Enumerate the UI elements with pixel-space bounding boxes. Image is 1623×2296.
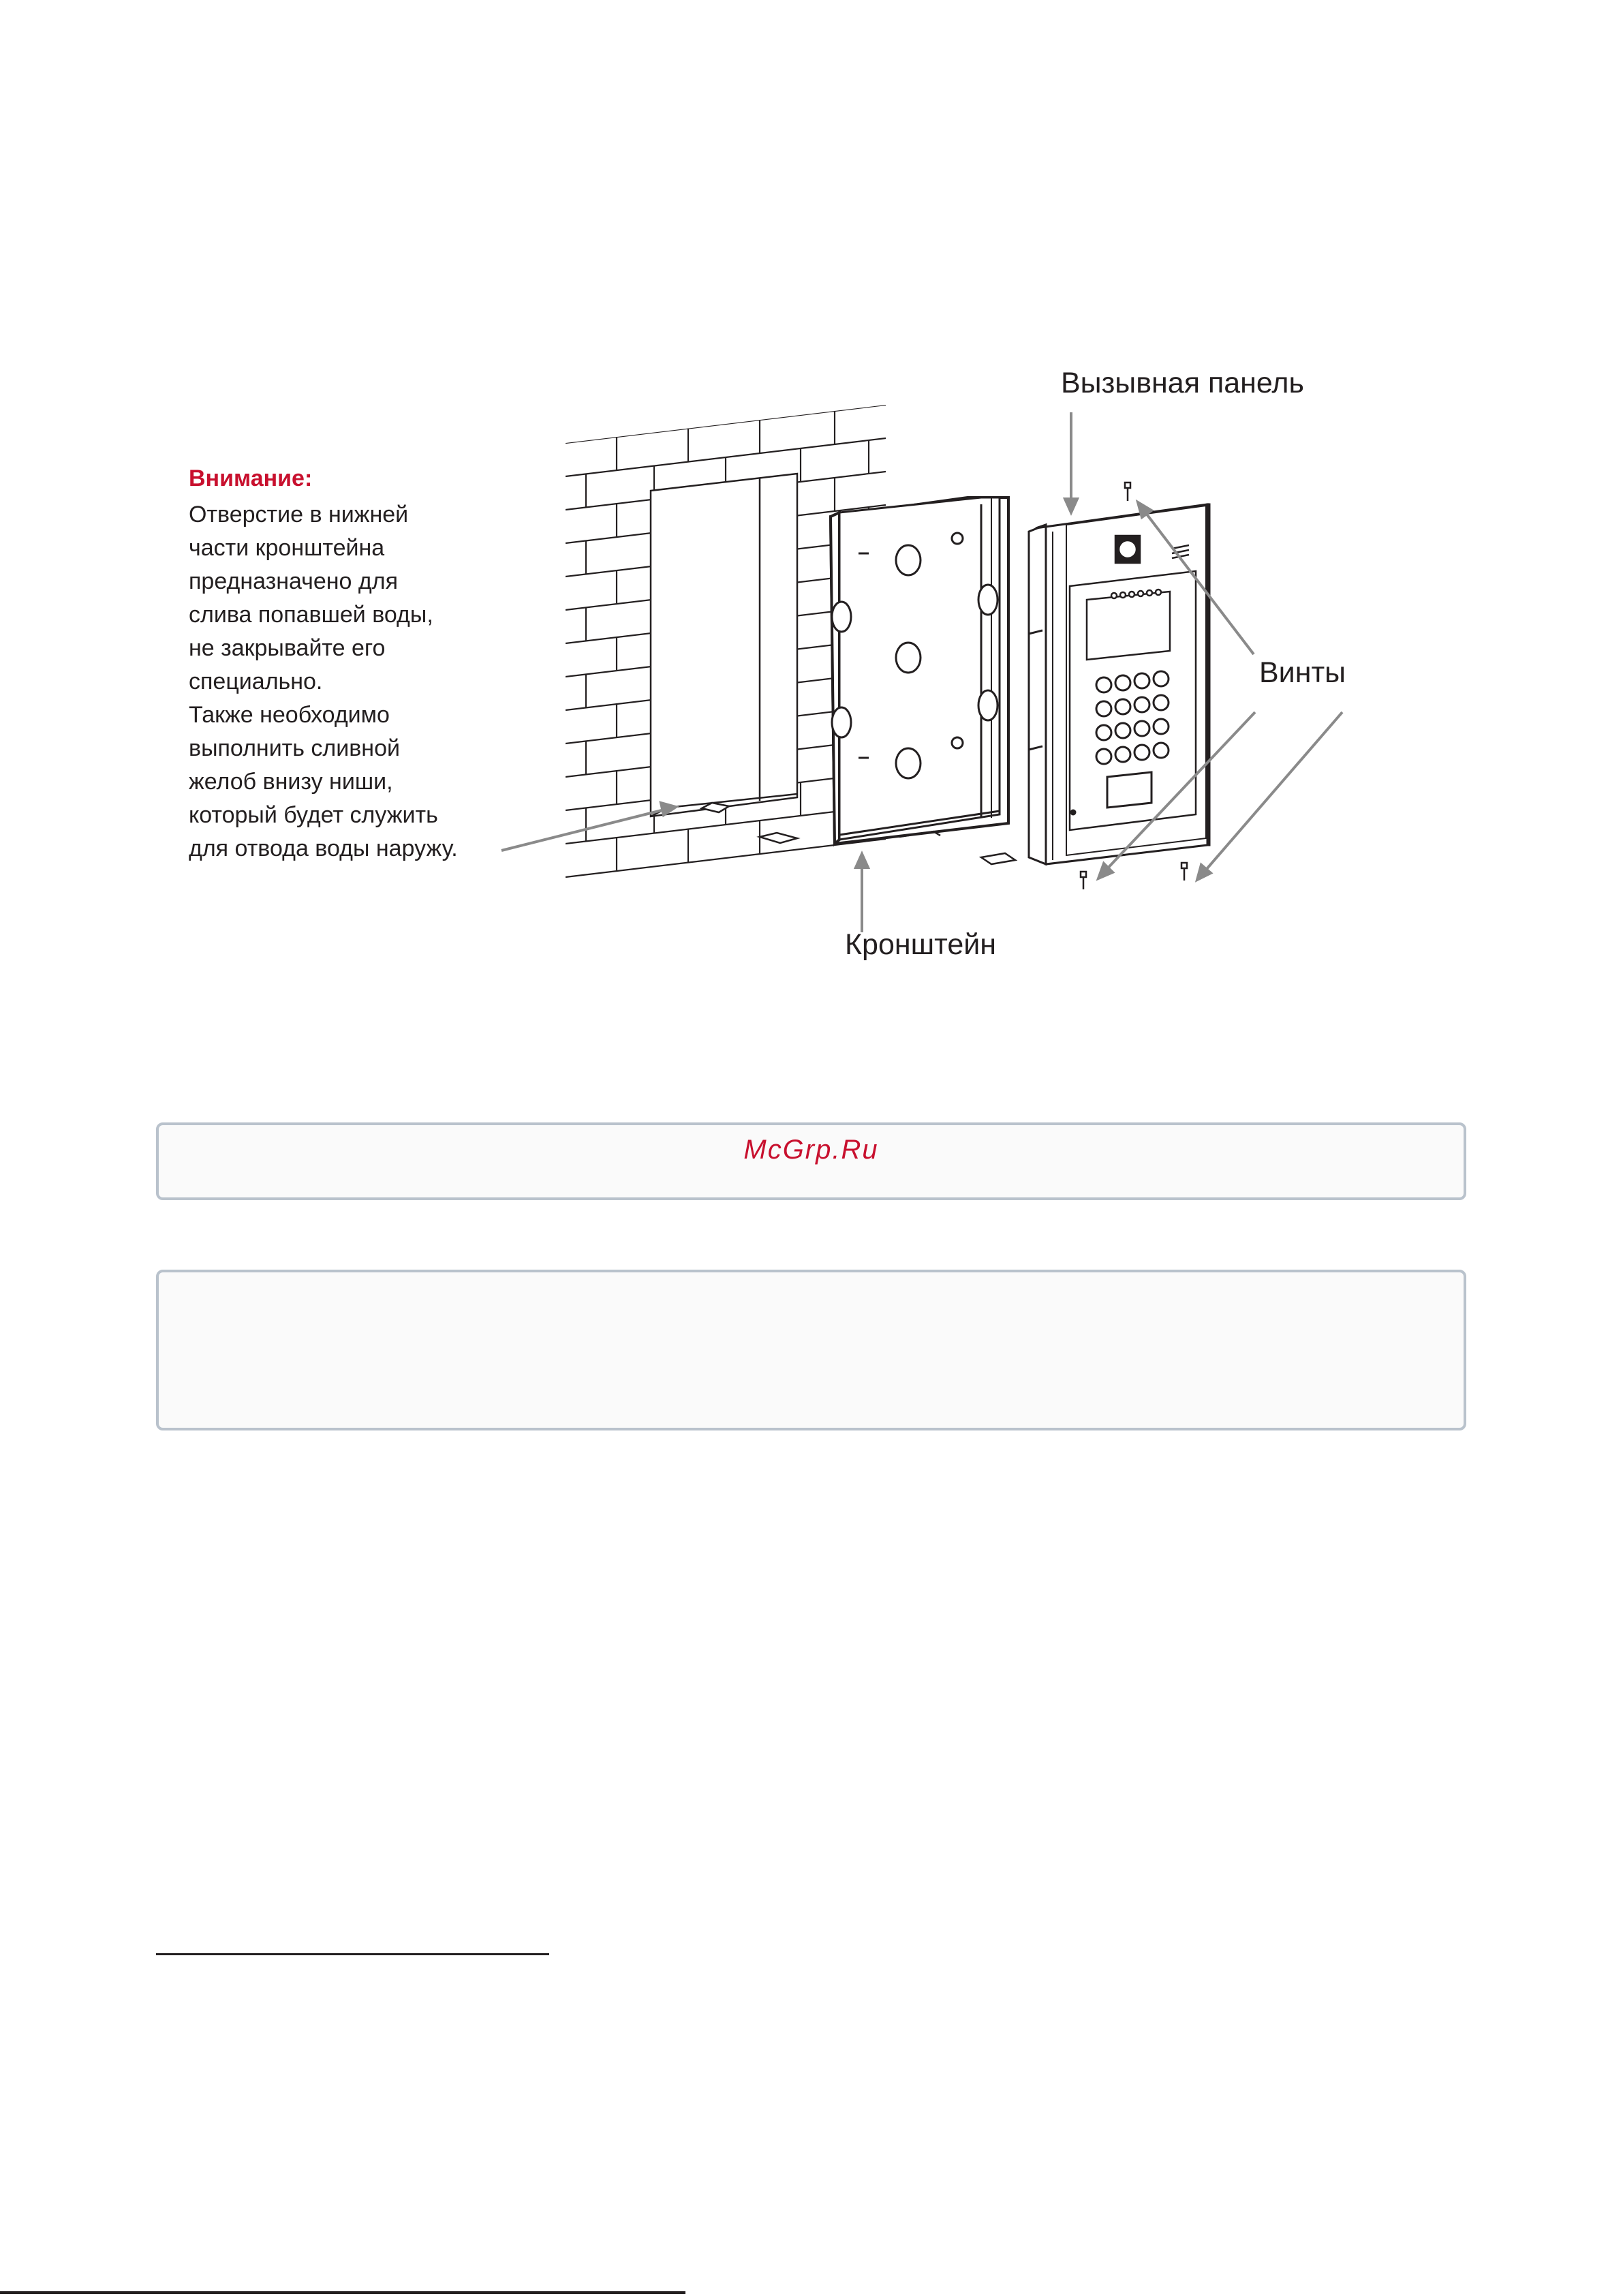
warning-line: слива попавшей воды, — [189, 602, 433, 628]
warning-title: Внимание: — [189, 465, 313, 491]
warning-line: который будет служить — [189, 802, 438, 828]
screw-top — [1125, 483, 1130, 501]
screw-bottom-left — [1081, 872, 1086, 889]
installation-illustration — [0, 0, 1623, 988]
bracket-bottom-tabs — [899, 831, 1015, 864]
footer-rule — [0, 2291, 685, 2294]
screw-bottom-right — [1181, 863, 1187, 881]
warning-line: не закрывайте его — [189, 635, 386, 661]
warning-line: Отверстие в нижней — [189, 502, 409, 527]
watermark-box — [156, 1122, 1466, 1200]
warning-line: предназначено для — [189, 568, 398, 594]
warning-line: Также необходимо — [189, 702, 390, 728]
label-bracket: Кронштейн — [845, 928, 997, 961]
warning-line: специально. — [189, 669, 323, 694]
label-call-panel: Вызывная панель — [1061, 367, 1304, 399]
footnote-separator — [156, 1953, 549, 1955]
label-screws: Винты — [1259, 656, 1346, 689]
bracket — [831, 498, 1008, 844]
warning-line: желоб внизу ниши, — [189, 769, 393, 795]
warning-line: части кронштейна — [189, 535, 385, 561]
watermark-text[interactable]: McGrp.Ru — [743, 1135, 879, 1165]
warning-line: выполнить сливной — [189, 735, 400, 761]
warning-line: для отвода воды наружу. — [189, 836, 458, 861]
wall-niche — [651, 474, 797, 843]
empty-box — [156, 1270, 1466, 1430]
